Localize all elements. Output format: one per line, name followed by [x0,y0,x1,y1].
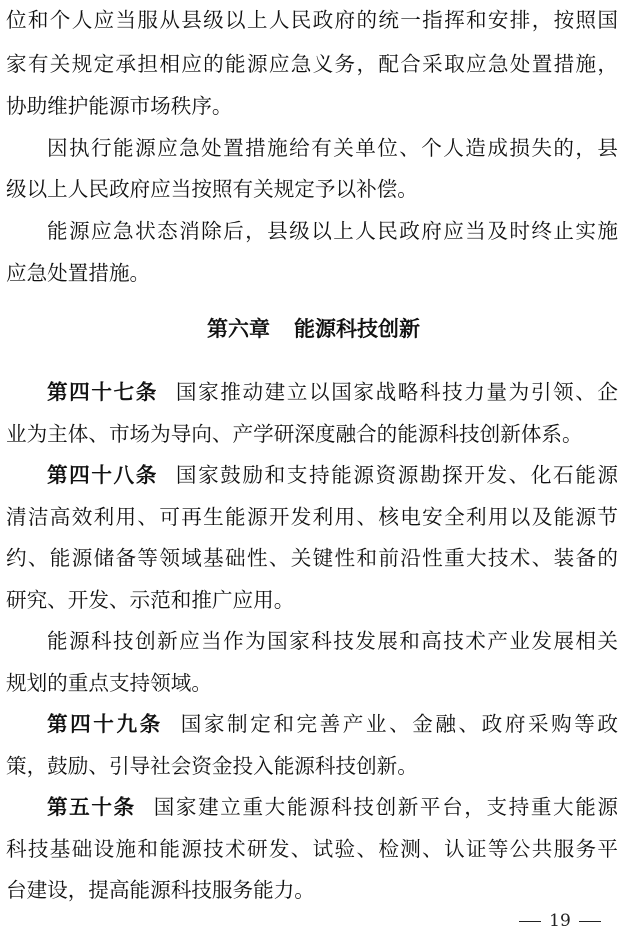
text-line: 因执行能源应急处置措施给有关单位、个人造成损失的，县 [47,136,618,160]
article-text: 国家建立重大能源科技创新平台，支持重大能源 [153,795,618,819]
text-line: 家有关规定承担相应的能源应急义务，配合采取应急处置措施， [6,52,618,76]
article-first-line [47,704,618,744]
text-line: 科技基础设施和能源技术研发、试验、检测、认证等公共服务平 [6,837,618,861]
text-line: 级以上人民政府应当按照有关规定予以补偿。 [6,177,418,201]
text-line: 能源科技创新应当作为国家科技发展和高技术产业发展相关 [47,629,618,653]
article-label: 第四十八条 [47,463,158,487]
text-line: 能源应急状态消除后，县级以上人民政府应当及时终止实施 [47,219,618,243]
page-number-value: 19 [549,911,571,931]
article-first-line [47,372,618,412]
dash-left [519,921,541,922]
chapter-heading [0,307,627,351]
article-label: 第四十七条 [47,380,158,404]
article-text: 国家鼓励和支持能源资源勘探开发、化石能源 [175,463,619,487]
text-line: 位和个人应当服从县级以上人民政府的统一指挥和安排，按照国 [6,8,618,32]
article-label: 第五十条 [47,795,136,819]
chapter-title: 能源科技创新 [294,317,420,341]
text-line: 协助维护能源市场秩序。 [6,94,233,118]
text-line: 约、能源储备等领域基础性、关键性和前沿性重大技术、装备的 [6,546,618,570]
text-line: 应急处置措施。 [6,261,151,285]
text-line: 业为主体、市场为导向、产学研深度融合的能源科技创新体系。 [6,422,583,446]
text-line: 研究、开发、示范和推广应用。 [6,588,295,612]
article-text: 国家推动建立以国家战略科技力量为引领、企 [175,380,619,404]
article-label: 第四十九条 [47,712,163,736]
page-number [510,906,610,936]
article-first-line [47,455,618,495]
dash-right [579,921,601,922]
text-line: 台建设，提高能源科技服务能力。 [6,878,315,902]
text-line: 策，鼓励、引导社会资金投入能源科技创新。 [6,754,418,778]
text-line: 规划的重点支持领域。 [6,671,212,695]
chapter-number: 第六章 [207,317,270,341]
text-line: 清洁高效利用、可再生能源开发利用、核电安全利用以及能源节 [6,505,618,529]
article-text: 国家制定和完善产业、金融、政府采购等政 [180,712,619,736]
article-first-line [47,787,618,827]
